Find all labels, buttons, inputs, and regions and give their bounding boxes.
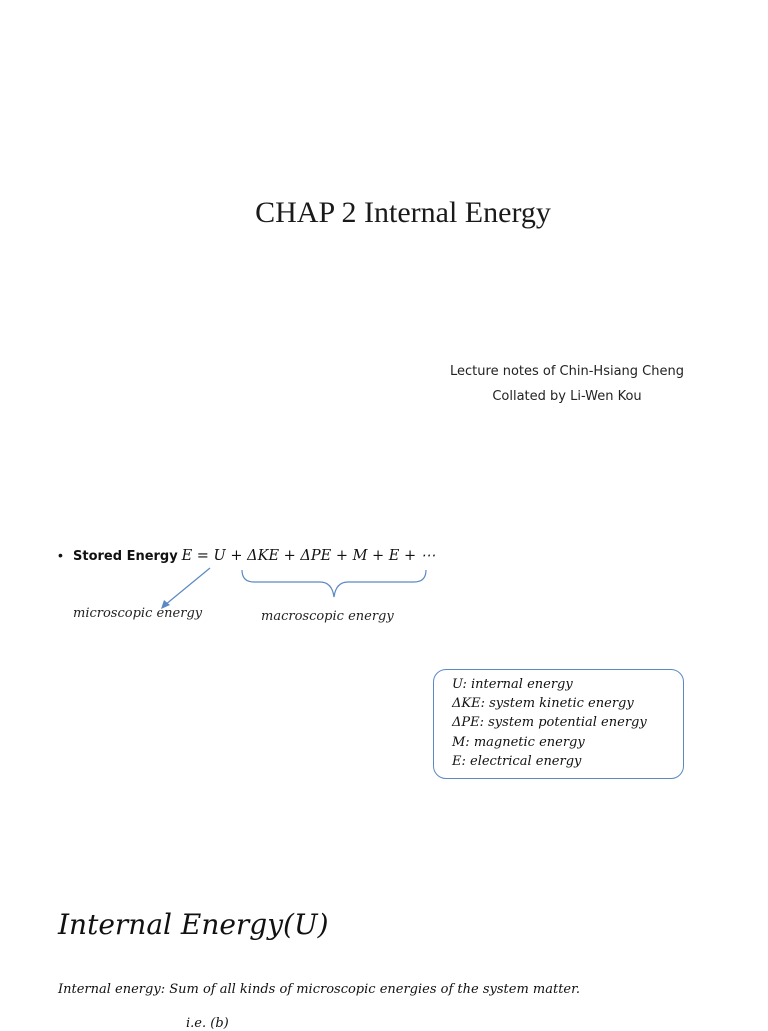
credits-collator: Collated by Li-Wen Kou	[492, 389, 642, 404]
credits-author: Lecture notes of Chin-Hsiang Cheng	[450, 364, 684, 379]
macroscopic-energy-label: macroscopic energy	[261, 609, 394, 624]
legend-item-electrical: E: electrical energy	[452, 753, 582, 769]
microscopic-energy-label: microscopic energy	[73, 606, 203, 621]
page-title: CHAP 2 Internal Energy	[255, 196, 551, 229]
section-heading: Internal Energy(U)	[58, 908, 329, 941]
stored-energy-equation: E = U + ΔKE + ΔPE + M + E + ⋯	[181, 548, 436, 564]
micro-arrow-line	[165, 568, 210, 605]
stored-energy-label: Stored Energy	[73, 549, 178, 564]
legend-item-magnetic: M: magnetic energy	[452, 734, 585, 750]
bullet: •	[58, 547, 63, 563]
legend-item-kinetic: ΔKE: system kinetic energy	[452, 696, 634, 712]
macro-brace	[242, 570, 426, 597]
internal-energy-definition: Internal energy: Sum of all kinds of microscopic energies of the system matter.	[58, 982, 581, 997]
cutoff-text: i.e. (b)	[186, 1016, 229, 1031]
legend-item-potential: ΔPE: system potential energy	[452, 715, 647, 731]
energy-legend-box	[433, 669, 684, 779]
legend-item-internal: U: internal energy	[452, 677, 573, 692]
